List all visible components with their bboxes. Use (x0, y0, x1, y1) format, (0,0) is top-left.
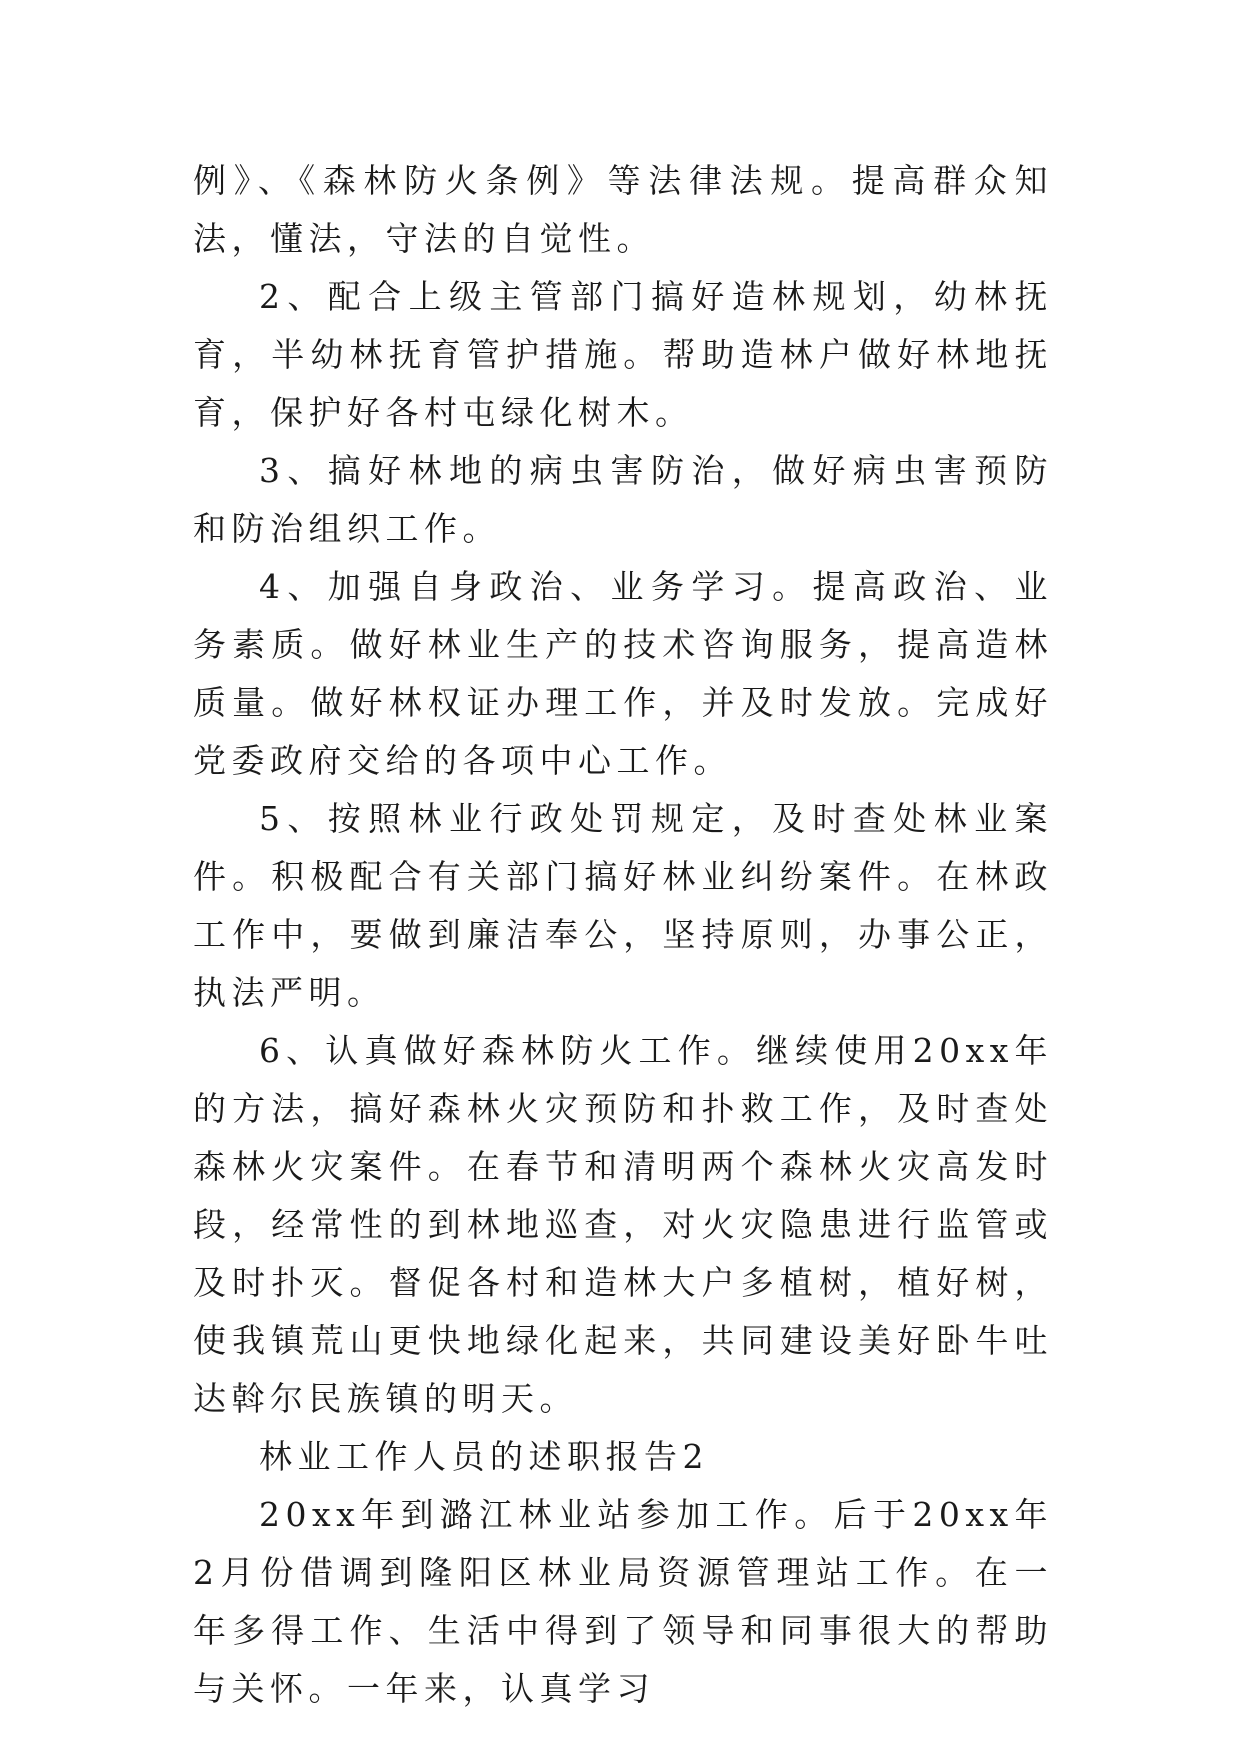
paragraph-report-2-intro: 20xx年到潞江林业站参加工作。后于20xx年2月份借调到隆阳区林业局资源管理站工作。在一年多得工作、生活中得到了领导和同事很大的帮助与关怀。一年来，认真学习 (193, 1495, 1053, 1708)
paragraph-item-6: 6、认真做好森林防火工作。继续使用20xx年的方法，搞好森林火灾预防和扑救工作，及时查处森林火灾案件。在春节和清明两个森林火灾高发时段，经常性的到林地巡查，对火灾隐患进行监管或及时扑灭。督促各村和造林大户多植树，植好树，使我镇荒山更快地绿化起来，共同建设美好卧牛吐达斡尔民族镇的明天。 (193, 1031, 1053, 1418)
paragraph-item-2: 2、配合上级主管部门搞好造林规划，幼林抚育，半幼林抚育管护措施。帮助造林户做好林地抚育，保护好各村屯绿化树木。 (193, 277, 1053, 432)
paragraph-item-4: 4、加强自身政治、业务学习。提高政治、业务素质。做好林业生产的技术咨询服务，提高造林质量。做好林权证办理工作，并及时发放。完成好党委政府交给的各项中心工作。 (193, 567, 1053, 780)
paragraph-item-3: 3、搞好林地的病虫害防治，做好病虫害预防和防治组织工作。 (193, 451, 1053, 548)
paragraph-law-awareness: 例》、《森林防火条例》等法律法规。提高群众知法，懂法，守法的自觉性。 (193, 161, 1053, 258)
document-body (193, 152, 1053, 1718)
section-heading: 林业工作人员的述职报告2 (259, 1437, 709, 1476)
paragraph-item-5: 5、按照林业行政处罚规定，及时查处林业案件。积极配合有关部门搞好林业纠纷案件。在林政工作中，要做到廉洁奉公，坚持原则，办事公正，执法严明。 (193, 799, 1053, 1012)
